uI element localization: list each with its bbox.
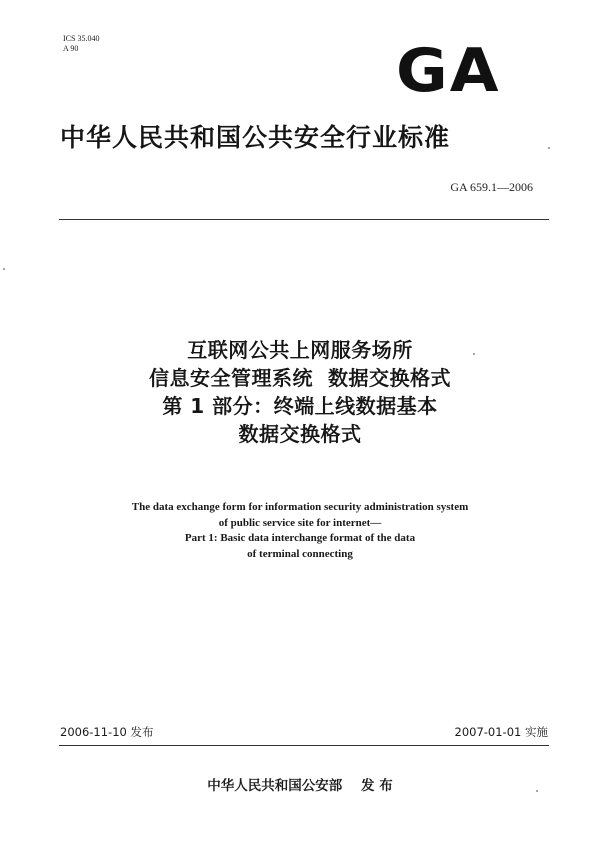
bottom-divider — [59, 745, 549, 746]
scan-speck — [548, 147, 550, 149]
chinese-title-line: 信息安全管理系统 数据交换格式 — [149, 366, 451, 390]
publisher: 中华人民共和国公安部 发 布 — [207, 778, 393, 794]
ics-code: ICS 35.040 — [63, 34, 100, 43]
scan-speck — [473, 353, 475, 355]
english-title-line: of public service site for internet— — [218, 516, 382, 529]
english-title — [0, 500, 600, 562]
scan-speck — [536, 790, 538, 792]
chinese-title-line: 数据交换格式 — [238, 422, 362, 446]
scan-speck — [3, 268, 5, 270]
class-code: A 90 — [63, 44, 79, 53]
english-title-line: of terminal connecting — [247, 547, 353, 560]
english-title-line: Part 1: Basic data interchange format of the data — [184, 532, 416, 544]
chinese-title-line: 互联网公共上网服务场所 — [187, 338, 413, 362]
issue-date: 2006-11-10 发布 — [60, 725, 154, 739]
top-divider — [59, 219, 549, 220]
ics-classification — [63, 34, 99, 54]
chinese-title-line: 第 1 部分：终端上线数据基本 — [162, 394, 438, 418]
ga-logo: GA — [396, 36, 501, 106]
implement-date: 2007-01-01 实施 — [454, 725, 548, 739]
org-title: 中华人民共和国公共安全行业标准 — [60, 123, 451, 152]
standard-number: GA 659.1—2006 — [450, 180, 533, 194]
english-title-line: The data exchange form for information security administration system — [131, 501, 469, 513]
chinese-title — [0, 336, 600, 448]
